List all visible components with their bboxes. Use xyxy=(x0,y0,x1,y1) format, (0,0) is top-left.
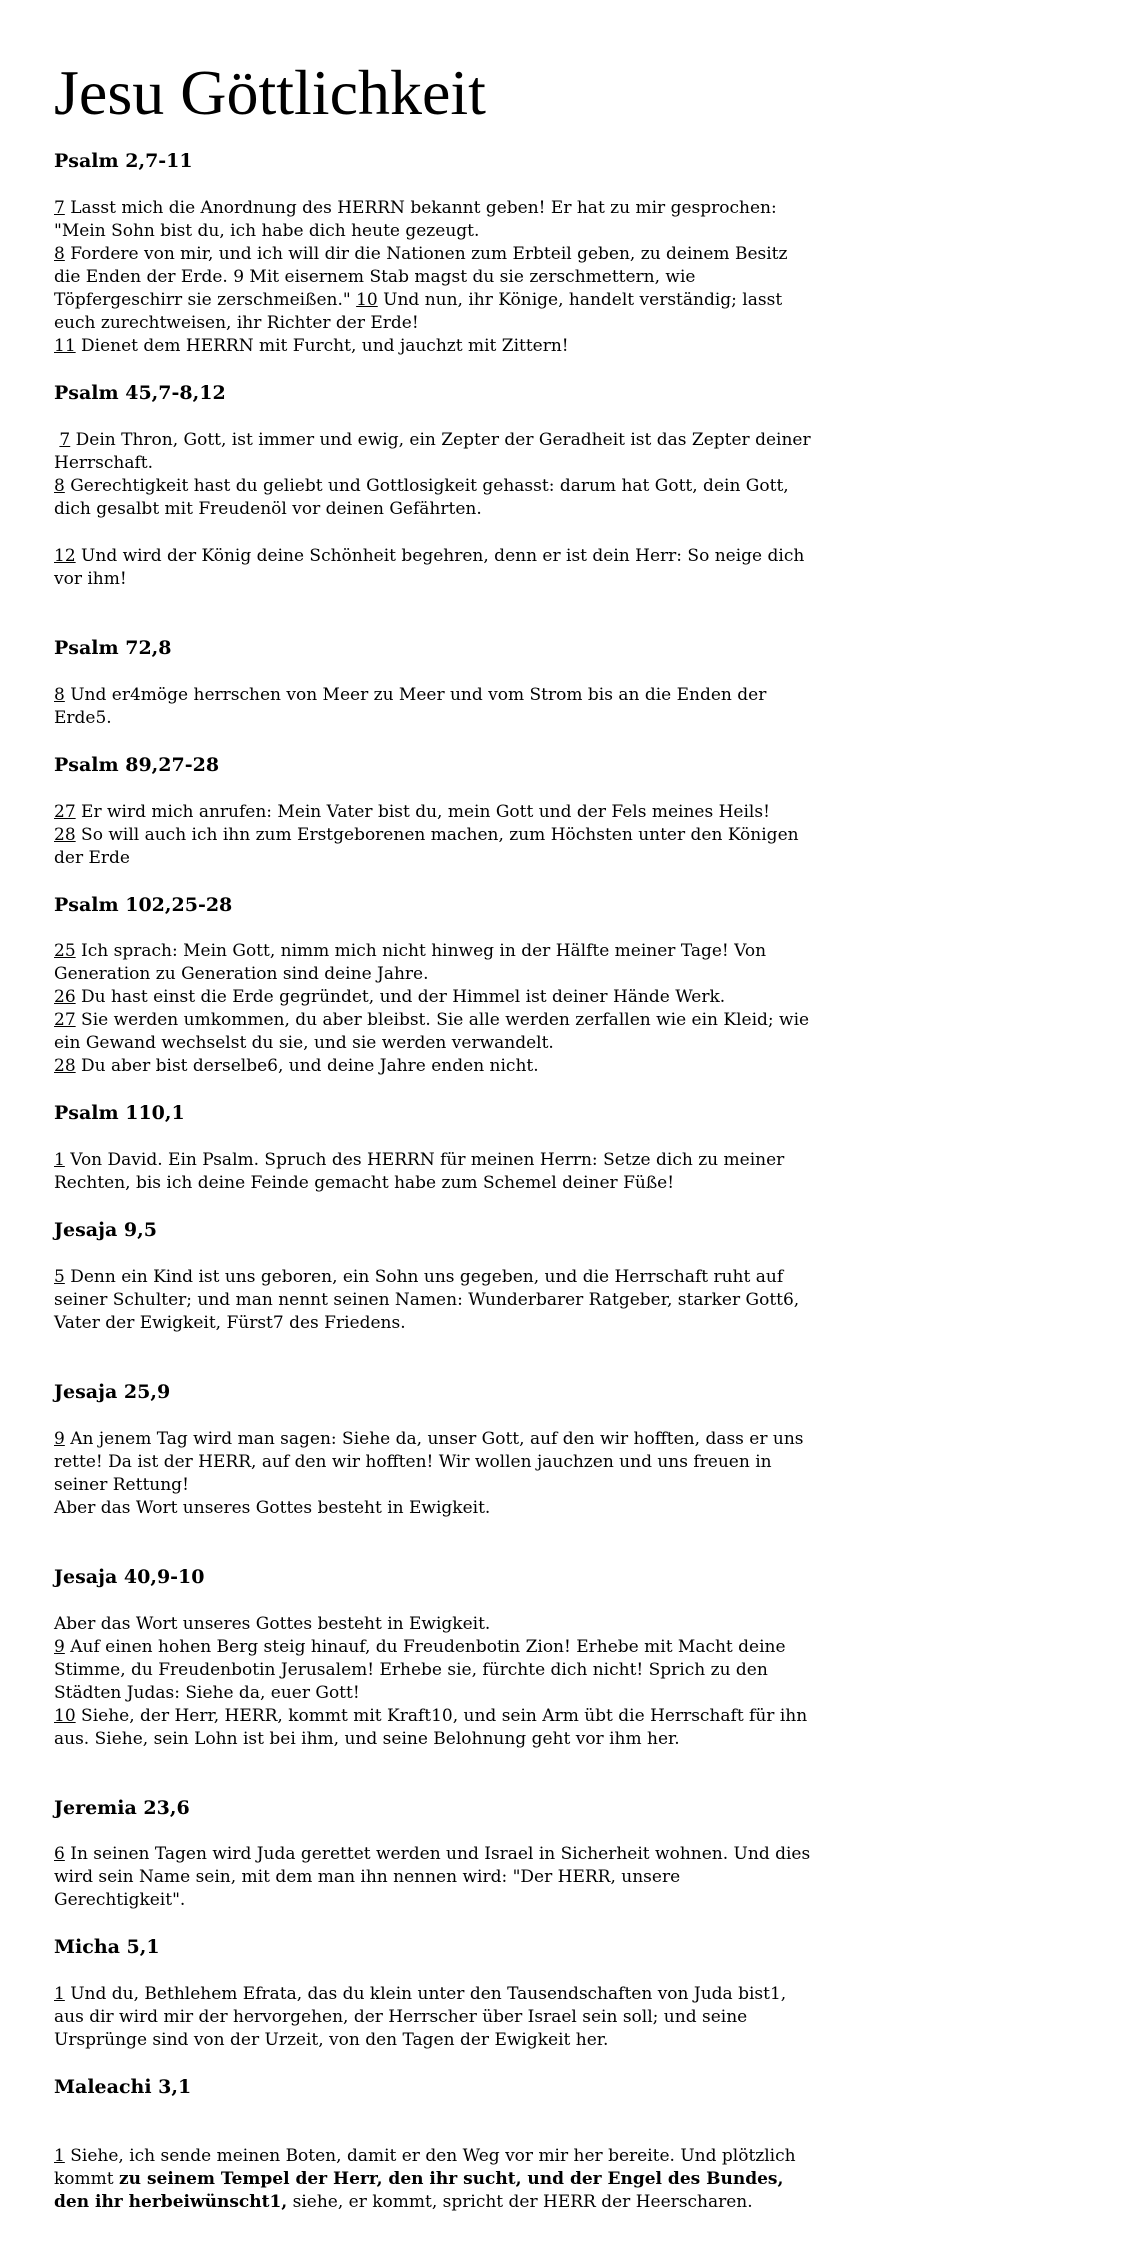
passage-heading: Psalm 72,8 xyxy=(54,636,172,659)
verse-text: Fordere von mir, und ich will dir die Nationen zum Erbteil geben, zu deinem Besitz die Enden der Erde. xyxy=(54,244,788,288)
verse-text: Du hast einst die Erde gegründet, und der Himmel ist deiner Hände Werk. xyxy=(75,987,726,1008)
passage-jeremia-23 xyxy=(54,1797,814,1913)
verse-number[interactable]: 25 xyxy=(54,941,76,962)
verse-number[interactable]: 8 xyxy=(54,475,65,496)
passage-heading: Psalm 89,27-28 xyxy=(54,753,220,776)
passage-text xyxy=(54,1428,814,1520)
spacer xyxy=(54,1359,814,1381)
verse-number[interactable]: 5 xyxy=(54,1266,65,1287)
verse-number[interactable]: 11 xyxy=(54,336,76,357)
verse-number[interactable]: 9 xyxy=(54,1428,65,1449)
verse-text: Von David. Ein Psalm. Spruch des HERRN für meinen Herrn: Setze dich zu meiner Rechten, bis ich deine Feinde gemacht habe zum Schemel deiner Füße! xyxy=(54,1150,785,1194)
spacer xyxy=(54,1544,814,1566)
passage-text xyxy=(54,1613,814,1751)
verse-number[interactable]: 9 xyxy=(54,1636,65,1657)
passage-psalm-110 xyxy=(54,1102,814,1195)
verse-number[interactable]: 6 xyxy=(54,1844,65,1865)
verse-text: Gerechtigkeit hast du geliebt und Gottlosigkeit gehasst: darum hat Gott, dein Gott, dich gesalbt mit Freudenöl vor deinen Gefährten. xyxy=(54,475,789,519)
verse-number[interactable]: 10 xyxy=(356,290,378,311)
passage-jesaja-40 xyxy=(54,1566,814,1797)
passage-heading: Jeremia 23,6 xyxy=(54,1796,190,1819)
passage-text xyxy=(54,1983,814,2052)
passage-heading: Maleachi 3,1 xyxy=(54,2076,192,2099)
verse-text: Dein Thron, Gott, ist immer und ewig, ein Zepter der Geradheit ist das Zepter deiner Herrschaft. xyxy=(54,429,811,473)
passage-psalm-2 xyxy=(54,150,814,358)
verse-text: Aber das Wort unseres Gottes besteht in Ewigkeit. xyxy=(54,1613,491,1634)
verse-number[interactable]: 8 xyxy=(54,684,65,705)
passage-text xyxy=(54,1843,814,1912)
passage-text xyxy=(54,1266,814,1335)
verse-text: Du aber bist derselbe6, und deine Jahre enden nicht. xyxy=(75,1056,539,1077)
passage-text xyxy=(54,940,814,1078)
passage-micha-5 xyxy=(54,1936,814,2052)
passage-maleachi-3 xyxy=(54,2076,814,2214)
passage-heading: Psalm 102,25-28 xyxy=(54,893,233,916)
passage-psalm-89 xyxy=(54,754,814,870)
passage-text xyxy=(54,2145,814,2214)
verse-text: Auf einen hohen Berg steig hinauf, du Freudenbotin Zion! Erhebe mit Macht deine Stimme, du Freudenbotin Jerusalem! Erhebe sie, fürchte dich nicht! Sprich zu den Städten Judas: Siehe da, euer Gott! xyxy=(54,1636,786,1703)
verse-text: Aber das Wort unseres Gottes besteht in Ewigkeit. xyxy=(54,1497,491,1518)
verse-number[interactable]: 1 xyxy=(54,1984,65,2005)
passage-heading: Psalm 2,7-11 xyxy=(54,150,193,173)
verse-text: Mit eisernem Stab magst du sie zerschmettern, wie Töpfergeschirr sie zerschmeißen." xyxy=(54,267,696,311)
verse-text: Und er4möge herrschen von Meer zu Meer und vom Strom bis an die Enden der Erde5. xyxy=(54,684,767,728)
verse-text: siehe, er kommt, spricht der HERR der Heerscharen. xyxy=(287,2191,753,2212)
emphasized-text: zu seinem Tempel der Herr, den ihr sucht, und der Engel des Bundes, den ihr herbeiwünscht1, xyxy=(54,2168,784,2212)
passage-psalm-102 xyxy=(54,894,814,1079)
passage-text xyxy=(54,684,814,730)
passage-psalm-72 xyxy=(54,637,814,730)
verse-text: Sie werden umkommen, du aber bleibst. Sie alle werden zerfallen wie ein Kleid; wie ein Gewand wechselst du sie, und sie werden verwandelt. xyxy=(54,1010,810,1054)
verse-number[interactable]: 7 xyxy=(59,429,71,450)
verse-number[interactable]: 1 xyxy=(54,2145,65,2166)
passage-heading: Jesaja 40,9-10 xyxy=(54,1565,205,1588)
verse-number[interactable]: 7 xyxy=(54,198,65,219)
verse-number[interactable]: 12 xyxy=(54,545,76,566)
verse-text: Siehe, ich sende meinen Boten, damit er den Weg vor mir her bereite. Und plötzlich kommt xyxy=(54,2145,796,2189)
spacer xyxy=(54,615,814,637)
passage-jesaja-25 xyxy=(54,1381,814,1566)
verse-number[interactable]: 26 xyxy=(54,987,76,1008)
verse-number[interactable]: 28 xyxy=(54,1056,76,1077)
spacer xyxy=(54,1775,814,1797)
verse-number[interactable]: 10 xyxy=(54,1705,76,1726)
verse-text: So will auch ich ihn zum Erstgeborenen machen, zum Höchsten unter den Königen der Erde xyxy=(54,824,799,868)
verse-text: Siehe, der Herr, HERR, kommt mit Kraft10, und sein Arm übt die Herrschaft für ihn aus. Siehe, sein Lohn ist bei ihm, und seine Belohnung geht vor ihm her. xyxy=(54,1705,808,1749)
verse-number[interactable]: 1 xyxy=(54,1150,65,1171)
verse-text: Und wird der König deine Schönheit begehren, denn er ist dein Herr: So neige dich vor ihm! xyxy=(54,545,805,589)
verse-number[interactable]: 8 xyxy=(54,244,65,265)
passage-heading: Psalm 110,1 xyxy=(54,1102,185,1125)
passage-text xyxy=(54,1149,814,1195)
verse-text: In seinen Tagen wird Juda gerettet werden und Israel in Sicherheit wohnen. Und dies wird sein Name sein, mit dem man ihn nennen wird: "Der HERR, unsere Gerechtigkeit". xyxy=(54,1844,811,1911)
passage-text xyxy=(54,545,814,591)
verse-text: Er wird mich anrufen: Mein Vater bist du, mein Gott und der Fels meines Heils! xyxy=(75,801,770,822)
passage-jesaja-9 xyxy=(54,1219,814,1381)
passage-text xyxy=(54,197,814,358)
verse-text: Und du, Bethlehem Efrata, das du klein unter den Tausendschaften von Juda bist1, aus dir wird mir der hervorgehen, der Herrscher über Israel sein soll; und seine Ursprünge sind von der Urzeit, von den Tagen der Ewigkeit her. xyxy=(54,1984,787,2051)
passage-heading: Jesaja 9,5 xyxy=(54,1219,157,1242)
passage-heading: Psalm 45,7-8,12 xyxy=(54,382,226,405)
verse-text: Und nun, ihr Könige, handelt verständig; lasst euch zurechtweisen, ihr Richter der Erde! xyxy=(54,290,783,334)
passage-heading: Jesaja 25,9 xyxy=(54,1380,171,1403)
passage-text xyxy=(54,801,814,870)
verse-text: Denn ein Kind ist uns geboren, ein Sohn uns gegeben, und die Herrschaft ruht auf seiner Schulter; und man nennt seinen Namen: Wunderbarer Ratgeber, starker Gott6, Vater der Ewigkeit, Fürst7 des Friedens. xyxy=(54,1266,800,1333)
verse-number: 9 xyxy=(233,267,245,288)
verse-number[interactable]: 27 xyxy=(54,1010,76,1031)
verse-number[interactable]: 27 xyxy=(54,801,76,822)
passage-psalm-45 xyxy=(54,382,814,637)
page-title: Jesu Göttlichkeit xyxy=(54,57,486,128)
verse-text: Lasst mich die Anordnung des HERRN bekannt geben! Er hat zu mir gesprochen: "Mein Sohn bist du, ich habe dich heute gezeugt. xyxy=(54,198,777,242)
passage-heading: Micha 5,1 xyxy=(54,1936,160,1959)
verse-number[interactable]: 28 xyxy=(54,824,76,845)
verse-text: Ich sprach: Mein Gott, nimm mich nicht hinweg in der Hälfte meiner Tage! Von Generation zu Generation sind deine Jahre. xyxy=(54,941,767,985)
verse-text: Dienet dem HERRN mit Furcht, und jauchzt mit Zittern! xyxy=(75,336,569,357)
passage-text xyxy=(54,429,814,521)
verse-text: An jenem Tag wird man sagen: Siehe da, unser Gott, auf den wir hofften, dass er uns rette! Da ist der HERR, auf den wir hofften! Wir wollen jauchzen und uns freuen in seiner Rettung! xyxy=(54,1428,804,1495)
